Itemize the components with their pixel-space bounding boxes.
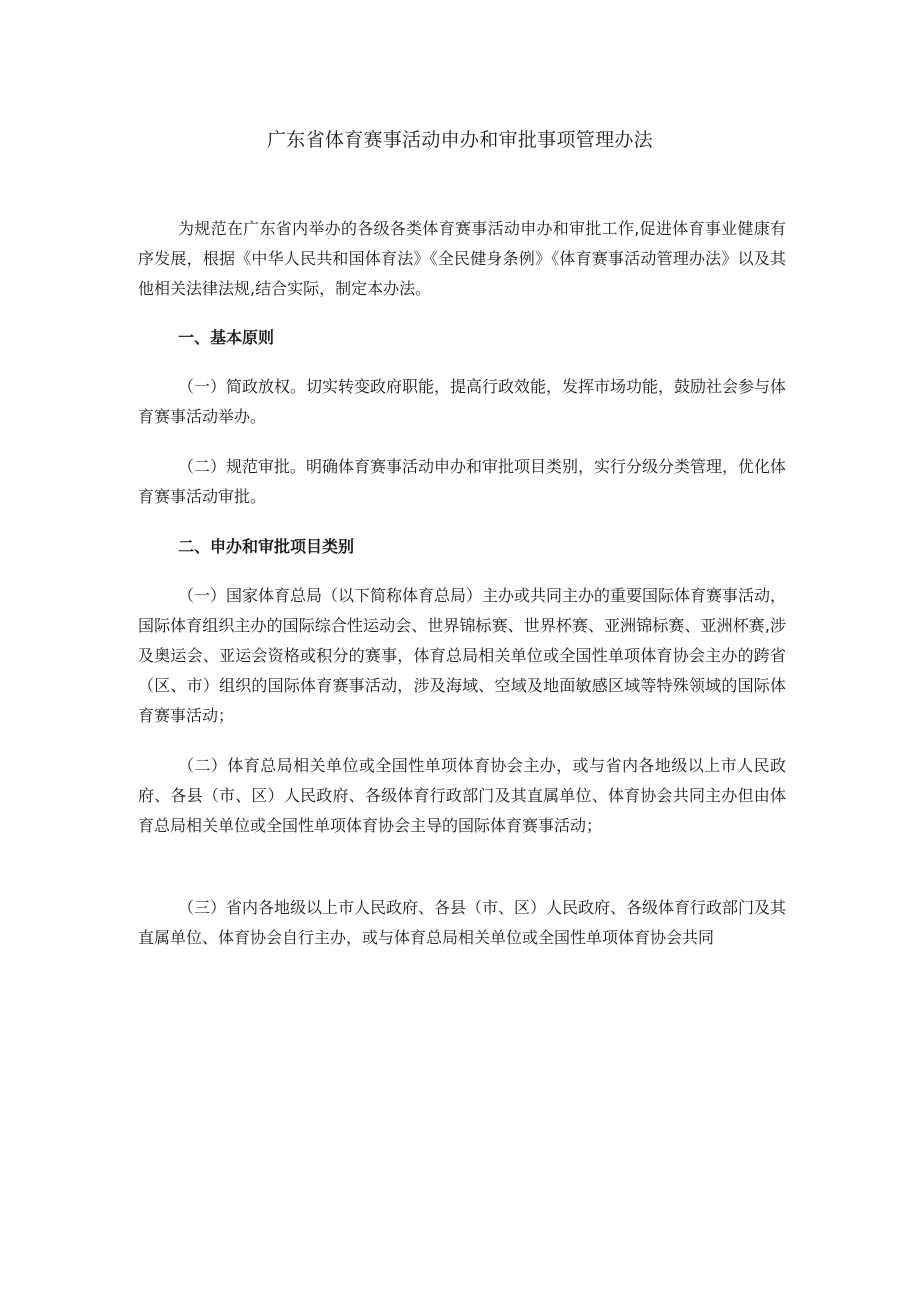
document-body [138,214,786,953]
principle-paragraph-2: （二）规范审批。明确体育赛事活动申办和审批项目类别，实行分级分类管理，优化体育赛事活动审批。 [138,457,787,506]
category-paragraph-1: （一）国家体育总局（以下简称体育总局）主办或共同主办的重要国际体育赛事活动，国际体育组织主办的国际综合性运动会、世界锦标赛、世界杯赛、亚洲锦标赛、亚洲杯赛,涉及奥运会、亚运会资格或积分的赛事，体育总局相关单位或全国性单项体育协会主办的跨省（区、市）组织的国际体育赛事活动，涉及海域、空域及地面敏感区域等特殊领域的国际体育赛事活动； [138,586,787,725]
section-heading-categories: 二、申办和审批项目类别 [178,537,355,556]
category-paragraph-2: （二）体育总局相关单位或全国性单项体育协会主办，或与省内各地级以上市人民政府、各县（市、区）人民政府、各级体育行政部门及其直属单位、体育协会共同主办但由体育总局相关单位或全国性单项体育协会主导的国际体育赛事活动； [138,756,786,835]
section-heading-basic-principles: 一、基本原则 [178,328,275,347]
principle-paragraph-1: （一）简政放权。切实转变政府职能，提高行政效能，发挥市场功能，鼓励社会参与体育赛事活动举办。 [138,377,787,426]
document-title: 广东省体育赛事活动申办和审批事项管理办法 [266,129,653,151]
intro-paragraph: 为规范在广东省内举办的各级各类体育赛事活动申办和审批工作,促进体育事业健康有序发展，根据《中华人民共和国体育法》《全民健身条例》《体育赛事活动管理办法》以及其他相关法律法规,结合实际，制定本办法。 [138,219,786,298]
category-paragraph-3: （三）省内各地级以上市人民政府、各县（市、区）人民政府、各级体育行政部门及其直属单位、体育协会自行主办，或与体育总局相关单位或全国性单项体育协会共同 [138,898,787,947]
